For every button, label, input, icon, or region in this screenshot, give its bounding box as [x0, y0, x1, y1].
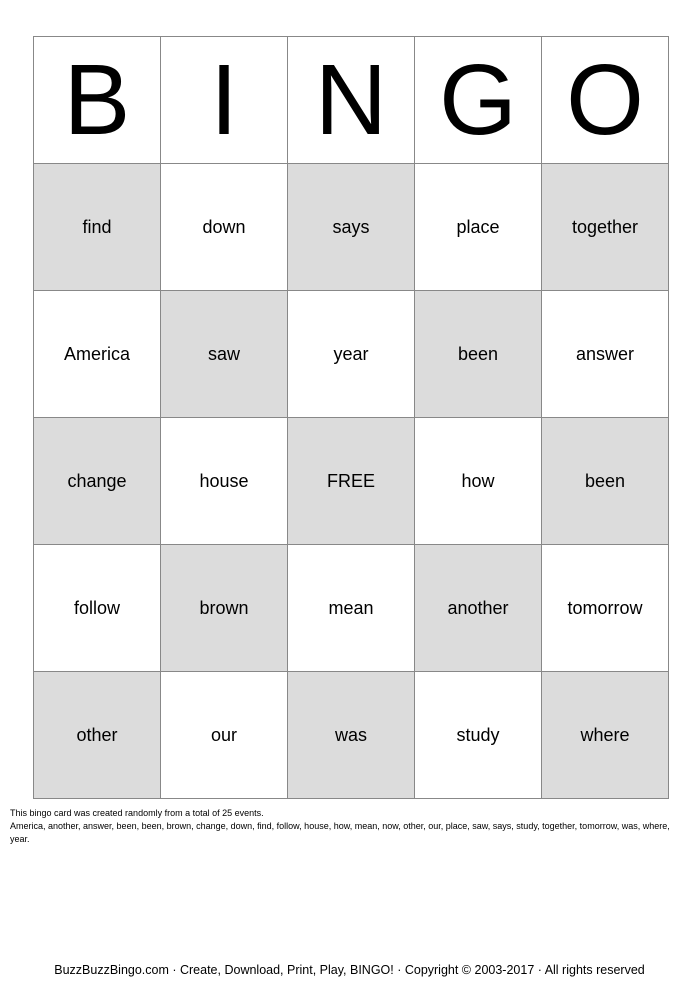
bingo-card — [33, 36, 669, 799]
header-letter-n: N — [288, 37, 415, 164]
bingo-row — [34, 418, 669, 545]
bingo-cell: America — [34, 291, 161, 418]
card-note — [10, 807, 680, 846]
note-word-list: America, another, answer, been, been, brown, change, down, find, follow, house, how, mean, now, other, our, place, saw, says, study, together, tomorrow, was, where, year. — [10, 821, 670, 844]
bingo-cell: change — [34, 418, 161, 545]
bingo-cell: where — [542, 672, 669, 799]
bingo-cell: follow — [34, 545, 161, 672]
bingo-cell: tomorrow — [542, 545, 669, 672]
header-letter-i: I — [161, 37, 288, 164]
bingo-cell: been — [542, 418, 669, 545]
bingo-cell: place — [415, 164, 542, 291]
bingo-cell: was — [288, 672, 415, 799]
bingo-row — [34, 291, 669, 418]
bingo-cell: down — [161, 164, 288, 291]
note-summary: This bingo card was created randomly from a total of 25 events. — [10, 808, 264, 818]
bingo-cell: says — [288, 164, 415, 291]
header-letter-o: O — [542, 37, 669, 164]
page-footer: BuzzBuzzBingo.com · Create, Download, Print, Play, BINGO! · Copyright © 2003-2017 · All rights reserved — [54, 963, 645, 977]
bingo-cell: find — [34, 164, 161, 291]
bingo-cell: answer — [542, 291, 669, 418]
free-space-cell: FREE — [288, 418, 415, 545]
bingo-header-row — [34, 37, 669, 164]
bingo-cell: brown — [161, 545, 288, 672]
bingo-cell: house — [161, 418, 288, 545]
bingo-row — [34, 672, 669, 799]
bingo-cell: another — [415, 545, 542, 672]
bingo-cell: saw — [161, 291, 288, 418]
bingo-cell: other — [34, 672, 161, 799]
header-letter-b: B — [34, 37, 161, 164]
bingo-cell: been — [415, 291, 542, 418]
bingo-cell: together — [542, 164, 669, 291]
bingo-row — [34, 164, 669, 291]
bingo-cell: our — [161, 672, 288, 799]
bingo-cell: mean — [288, 545, 415, 672]
bingo-row — [34, 545, 669, 672]
bingo-cell: year — [288, 291, 415, 418]
bingo-cell: study — [415, 672, 542, 799]
header-letter-g: G — [415, 37, 542, 164]
bingo-cell: how — [415, 418, 542, 545]
